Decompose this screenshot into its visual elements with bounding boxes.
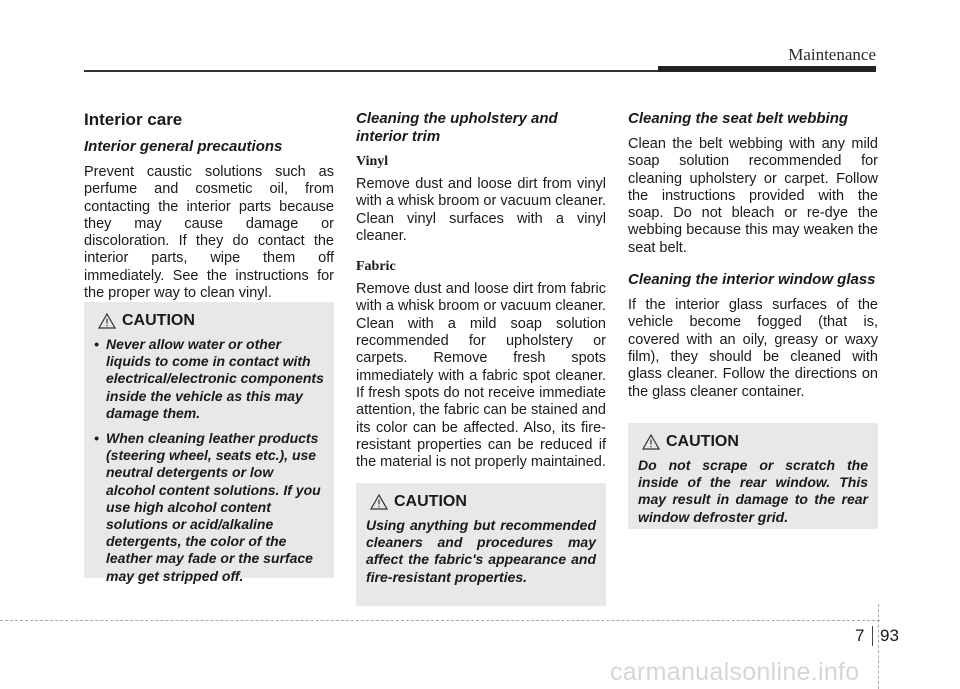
- caution-box-1: [84, 302, 334, 584]
- precautions-paragraph: Prevent caustic solutions such as perfume and cosmetic oil, from contacting the interior parts because they may cause damage or discoloration. If they do contact the interior parts, wipe them off immediately. See the instructions for the proper way to clean vinyl.: [84, 164, 334, 302]
- seat-belt-paragraph: Clean the belt webbing with any mild soap solution recommended for cleaning upholstery or carpet. Follow the instructions provided with the soap. Do not bleach or re-dye the webbing because this may weaken the seat belt.: [628, 136, 878, 256]
- caution-header: [98, 312, 324, 330]
- warning-triangle-icon: [370, 494, 388, 510]
- caution-bullet: • Never allow water or other liquids to come in contact with electrical/electronic components inside the vehicle as this may damage them.: [94, 336, 324, 421]
- chapter-number: 7: [855, 626, 865, 645]
- header-rule: [84, 70, 658, 72]
- caution-title: CAUTION: [122, 312, 195, 329]
- heading-upholstery: Cleaning the upholstery and interior trim: [356, 110, 558, 145]
- caution-bullet-text: Never allow water or other liquids to come in contact with electrical/electronic components inside the vehicle as this may damage them.: [106, 336, 324, 421]
- header-bar: [658, 66, 876, 72]
- page-number: 93: [880, 626, 899, 645]
- heading-window-glass: Cleaning the interior window glass: [628, 271, 876, 289]
- heading-seat-belt: Cleaning the seat belt webbing: [628, 110, 849, 127]
- column-1: [84, 110, 334, 316]
- warning-triangle-icon: [98, 313, 116, 329]
- caution-box-2: [356, 483, 606, 606]
- fabric-paragraph: Remove dust and loose dirt from fabric with a whisk broom or vacuum cleaner. Clean with a mild soap solution recommended for upholstery or carpets. Remove fresh spots immediately with a fabric spot cleaner. If fresh spots do not receive immediate attention, the fabric can be stained and its color can be affected. Also, its fire-resistant properties can be reduced if the material is not properly maintained.: [356, 281, 606, 471]
- column-2: [356, 110, 606, 485]
- footer-rule: [0, 620, 880, 621]
- caution-bullet-text: When cleaning leather products (steering wheel, seats etc.), use neutral detergents or low alcohol content solutions. If you use high alcohol content solutions or acid/alkaline detergents, the color of the leather may fade or the surface may get stripped off.: [106, 430, 321, 584]
- section-title: Maintenance: [788, 45, 876, 64]
- warning-triangle-icon: [642, 434, 660, 450]
- caution-title: CAUTION: [394, 493, 467, 510]
- heading-interior-care: Interior care: [84, 110, 183, 129]
- caution-header: [370, 493, 596, 511]
- caution-text: Using anything but recommended cleaners and procedures may affect the fabric's appearance and fire-resistant properties.: [366, 517, 596, 585]
- vinyl-paragraph: Remove dust and loose dirt from vinyl with a whisk broom or vacuum cleaner. Clean vinyl surfaces with a vinyl cleaner.: [356, 176, 606, 244]
- fabric-label: Fabric: [356, 259, 396, 275]
- watermark: carmanualsonline.info: [610, 658, 860, 686]
- vinyl-label: Vinyl: [356, 154, 389, 169]
- page-number-separator: [872, 626, 873, 646]
- caution-text: Do not scrape or scratch the inside of the rear window. This may result in damage to the rear window defroster grid.: [638, 457, 868, 525]
- footer-vertical-rule: [878, 604, 879, 689]
- caution-box-3: [628, 423, 878, 529]
- caution-header: [642, 433, 868, 451]
- caution-bullet: • When cleaning leather products (steering wheel, seats etc.), use neutral detergents or low alcohol content solutions. If you use high alcohol content solutions or acid/alkaline detergents, the color of the leather may fade or the surface may get stripped off.: [94, 430, 324, 585]
- subheading-general-precautions: Interior general precautions: [84, 138, 283, 155]
- window-glass-paragraph: If the interior glass surfaces of the vehicle become fogged (that is, covered with an oily, greasy or waxy film), they should be cleaned with glass cleaner. Follow the directions on the glass cleaner container.: [628, 297, 878, 400]
- column-3: [628, 110, 878, 415]
- caution-title: CAUTION: [666, 433, 739, 450]
